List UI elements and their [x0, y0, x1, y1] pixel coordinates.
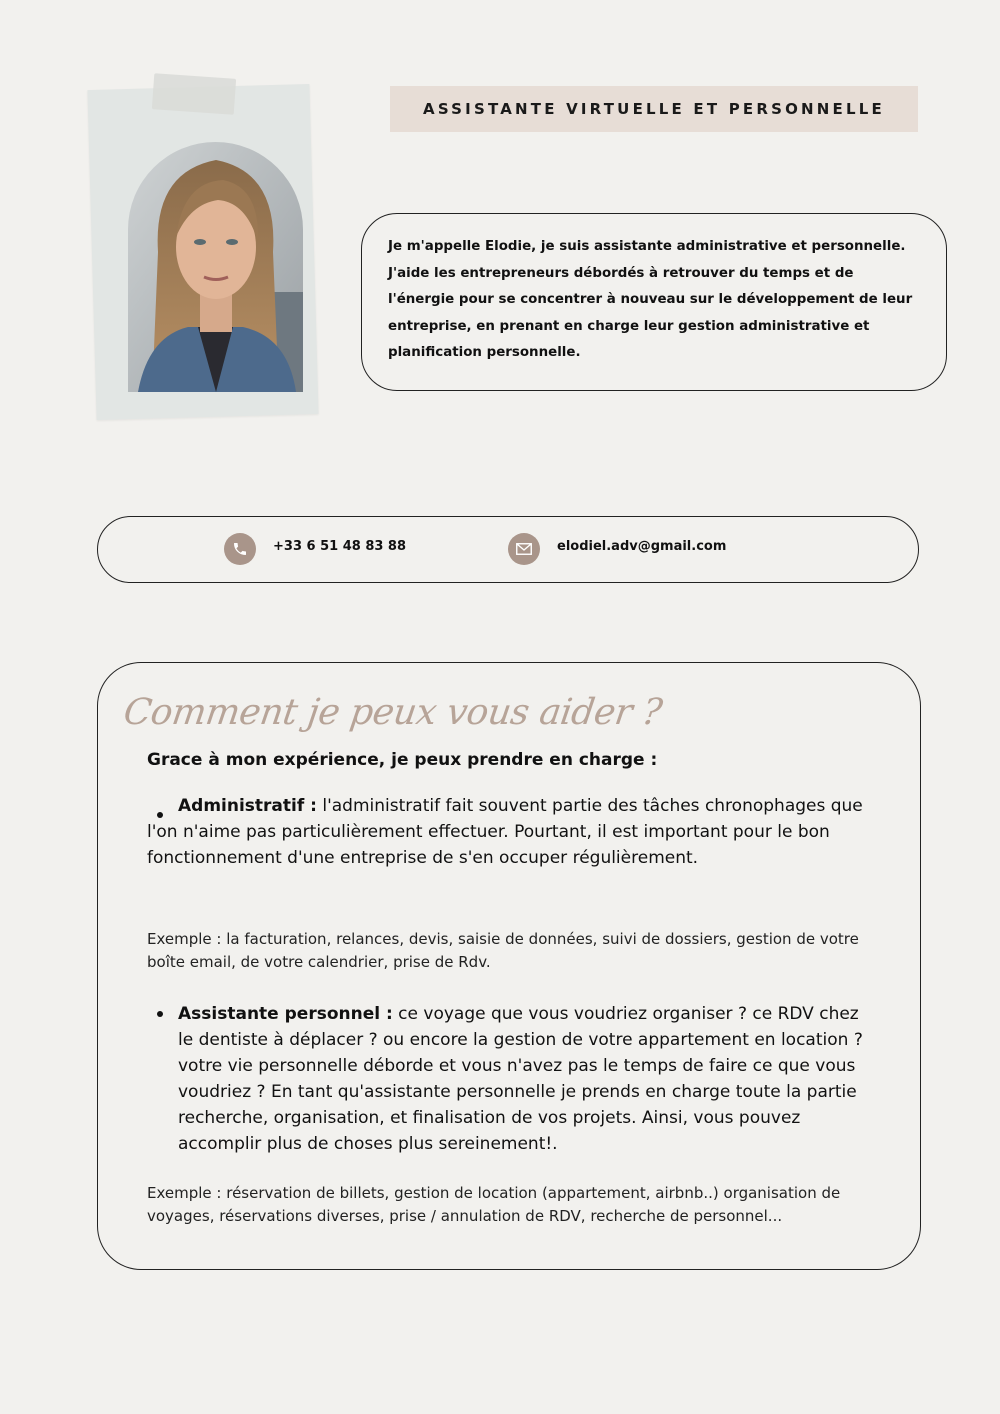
- help-title: Comment je peux vous aider ?: [121, 692, 665, 733]
- service-item-assistante-personnel: [178, 1001, 878, 1157]
- intro-text: Je m'appelle Elodie, je suis assistante administrative et personnelle. J'aide les entrepreneurs débordés à retrouver du temps et de l'énergie pour se concentrer à nouveau sur le développement de leur entreprise, en prenant en charge leur gestion administrative et planification personnelle.: [388, 239, 913, 360]
- service-label: Assistante personnel :: [178, 1004, 393, 1024]
- service-description: l'administratif fait souvent partie des tâches chronophages que l'on n'aime pas particulièrement effectuer. Pourtant, il est important pour le bon fonctionnement d'une entreprise de s'en occuper régulièrement.: [147, 796, 863, 868]
- service-example: Exemple : réservation de billets, gestion de location (appartement, airbnb..) organisation de voyages, réservations diverses, prise / annulation de RDV, recherche de personnel...: [147, 1184, 841, 1225]
- service-item-administratif: [147, 793, 877, 871]
- mail-icon: [508, 533, 540, 565]
- phone-number[interactable]: +33 6 51 48 83 88: [273, 539, 407, 554]
- phone-icon: [224, 533, 256, 565]
- help-subtitle: Grace à mon expérience, je peux prendre en charge :: [147, 750, 658, 770]
- email-address[interactable]: elodiel.adv@gmail.com: [557, 539, 727, 554]
- page-title-bar: [390, 86, 918, 132]
- service-label: Administratif :: [178, 796, 317, 816]
- tape-decoration: [152, 73, 236, 115]
- service-description: ce voyage que vous voudriez organiser ? ce RDV chez le dentiste à déplacer ? ou encore la gestion de votre appartement en location ? votre vie personnelle déborde et vous n'avez pas le temps de faire ce que vous voudriez ? En tant qu'assistante personnelle je prends en charge toute la partie recherche, organisation, et finalisation de vos projets. Ainsi, vous pouvez accomplir plus de choses plus sereinement!.: [178, 1004, 863, 1154]
- page-title: ASSISTANTE VIRTUELLE ET PERSONNELLE: [423, 100, 885, 118]
- profile-photo: [128, 142, 303, 392]
- service-example: Exemple : la facturation, relances, devis, saisie de données, suivi de dossiers, gestion de votre boîte email, de votre calendrier, prise de Rdv.: [147, 930, 859, 971]
- bullet-point: [157, 1011, 163, 1017]
